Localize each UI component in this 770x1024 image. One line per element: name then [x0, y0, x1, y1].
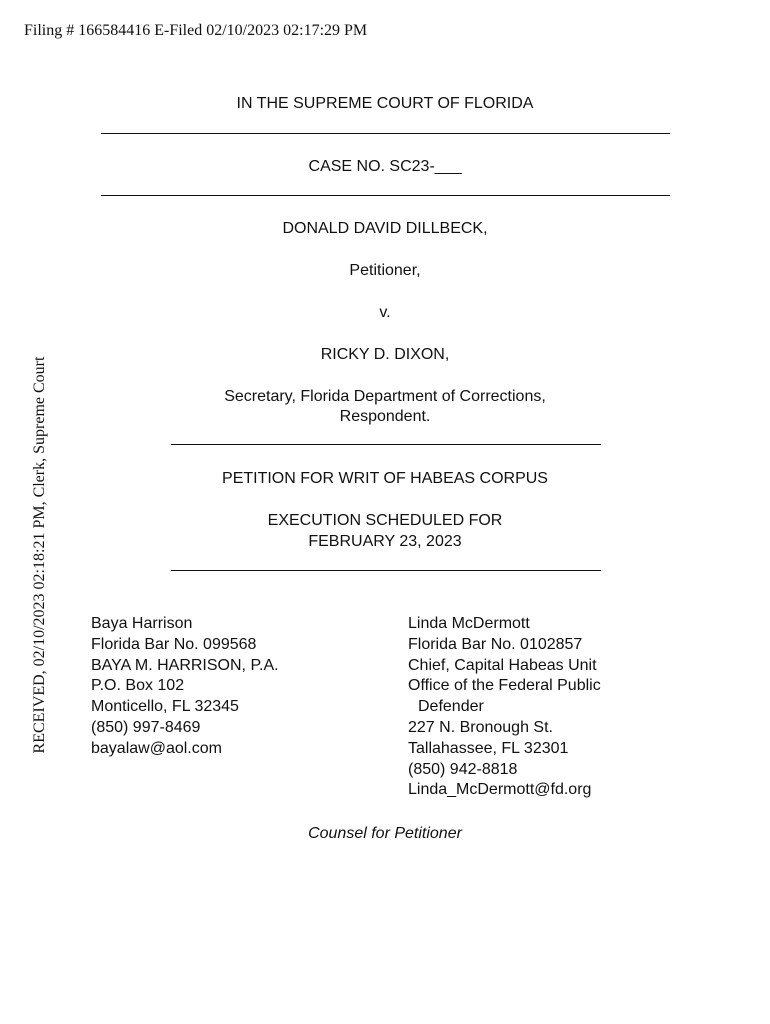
- divider-top: [101, 133, 670, 134]
- counsel-right-name: Linda McDermott: [408, 615, 530, 632]
- counsel-right-bar: Florida Bar No. 0102857: [408, 635, 583, 653]
- counsel-left-bar: Florida Bar No. 099568: [91, 635, 257, 653]
- versus: v.: [379, 304, 391, 321]
- counsel-left-phone: (850) 997-8469: [91, 718, 201, 736]
- case-number: CASE NO. SC23-___: [308, 158, 462, 175]
- execution-line-1: EXECUTION SCHEDULED FOR: [267, 512, 503, 529]
- counsel-right-city: Tallahassee, FL 32301: [408, 739, 569, 757]
- counsel-left-box: P.O. Box 102: [91, 677, 185, 695]
- counsel-right-street: 227 N. Bronough St.: [408, 718, 553, 736]
- counsel-left-firm: BAYA M. HARRISON, P.A.: [91, 656, 279, 674]
- divider-case: [101, 195, 670, 196]
- counsel-left-city: Monticello, FL 32345: [91, 698, 239, 716]
- divider-respondent: [171, 444, 601, 445]
- petition-title: PETITION FOR WRIT OF HABEAS CORPUS: [222, 470, 548, 487]
- counsel-right-phone: (850) 942-8818: [408, 760, 518, 778]
- execution-line-2: FEBRUARY 23, 2023: [308, 533, 462, 550]
- respondent-title: Secretary, Florida Department of Corrections,: [224, 388, 546, 405]
- counsel-left: [91, 614, 279, 760]
- received-stamp: RECEIVED, 02/10/2023 02:18:21 PM, Clerk, Supreme Court: [31, 356, 48, 754]
- divider-execution: [171, 570, 601, 571]
- court-heading: IN THE SUPREME COURT OF FLORIDA: [236, 95, 534, 112]
- counsel-right-office-cont: Defender: [418, 698, 484, 716]
- respondent-label: Respondent.: [339, 408, 431, 425]
- respondent-name: RICKY D. DIXON,: [320, 346, 450, 363]
- counsel-label: Counsel for Petitioner: [308, 825, 462, 842]
- petitioner-name: DONALD DAVID DILLBECK,: [282, 220, 488, 237]
- filing-header: Filing # 166584416 E-Filed 02/10/2023 02:17:29 PM: [24, 22, 368, 39]
- counsel-right-title: Chief, Capital Habeas Unit: [408, 656, 597, 674]
- petitioner-label: Petitioner,: [349, 262, 421, 279]
- counsel-right-email: Linda_McDermott@fd.org: [408, 781, 592, 799]
- counsel-left-email: bayalaw@aol.com: [91, 739, 222, 757]
- counsel-right-office: Office of the Federal Public: [408, 677, 601, 695]
- counsel-right: [408, 614, 601, 801]
- counsel-left-name: Baya Harrison: [91, 615, 193, 632]
